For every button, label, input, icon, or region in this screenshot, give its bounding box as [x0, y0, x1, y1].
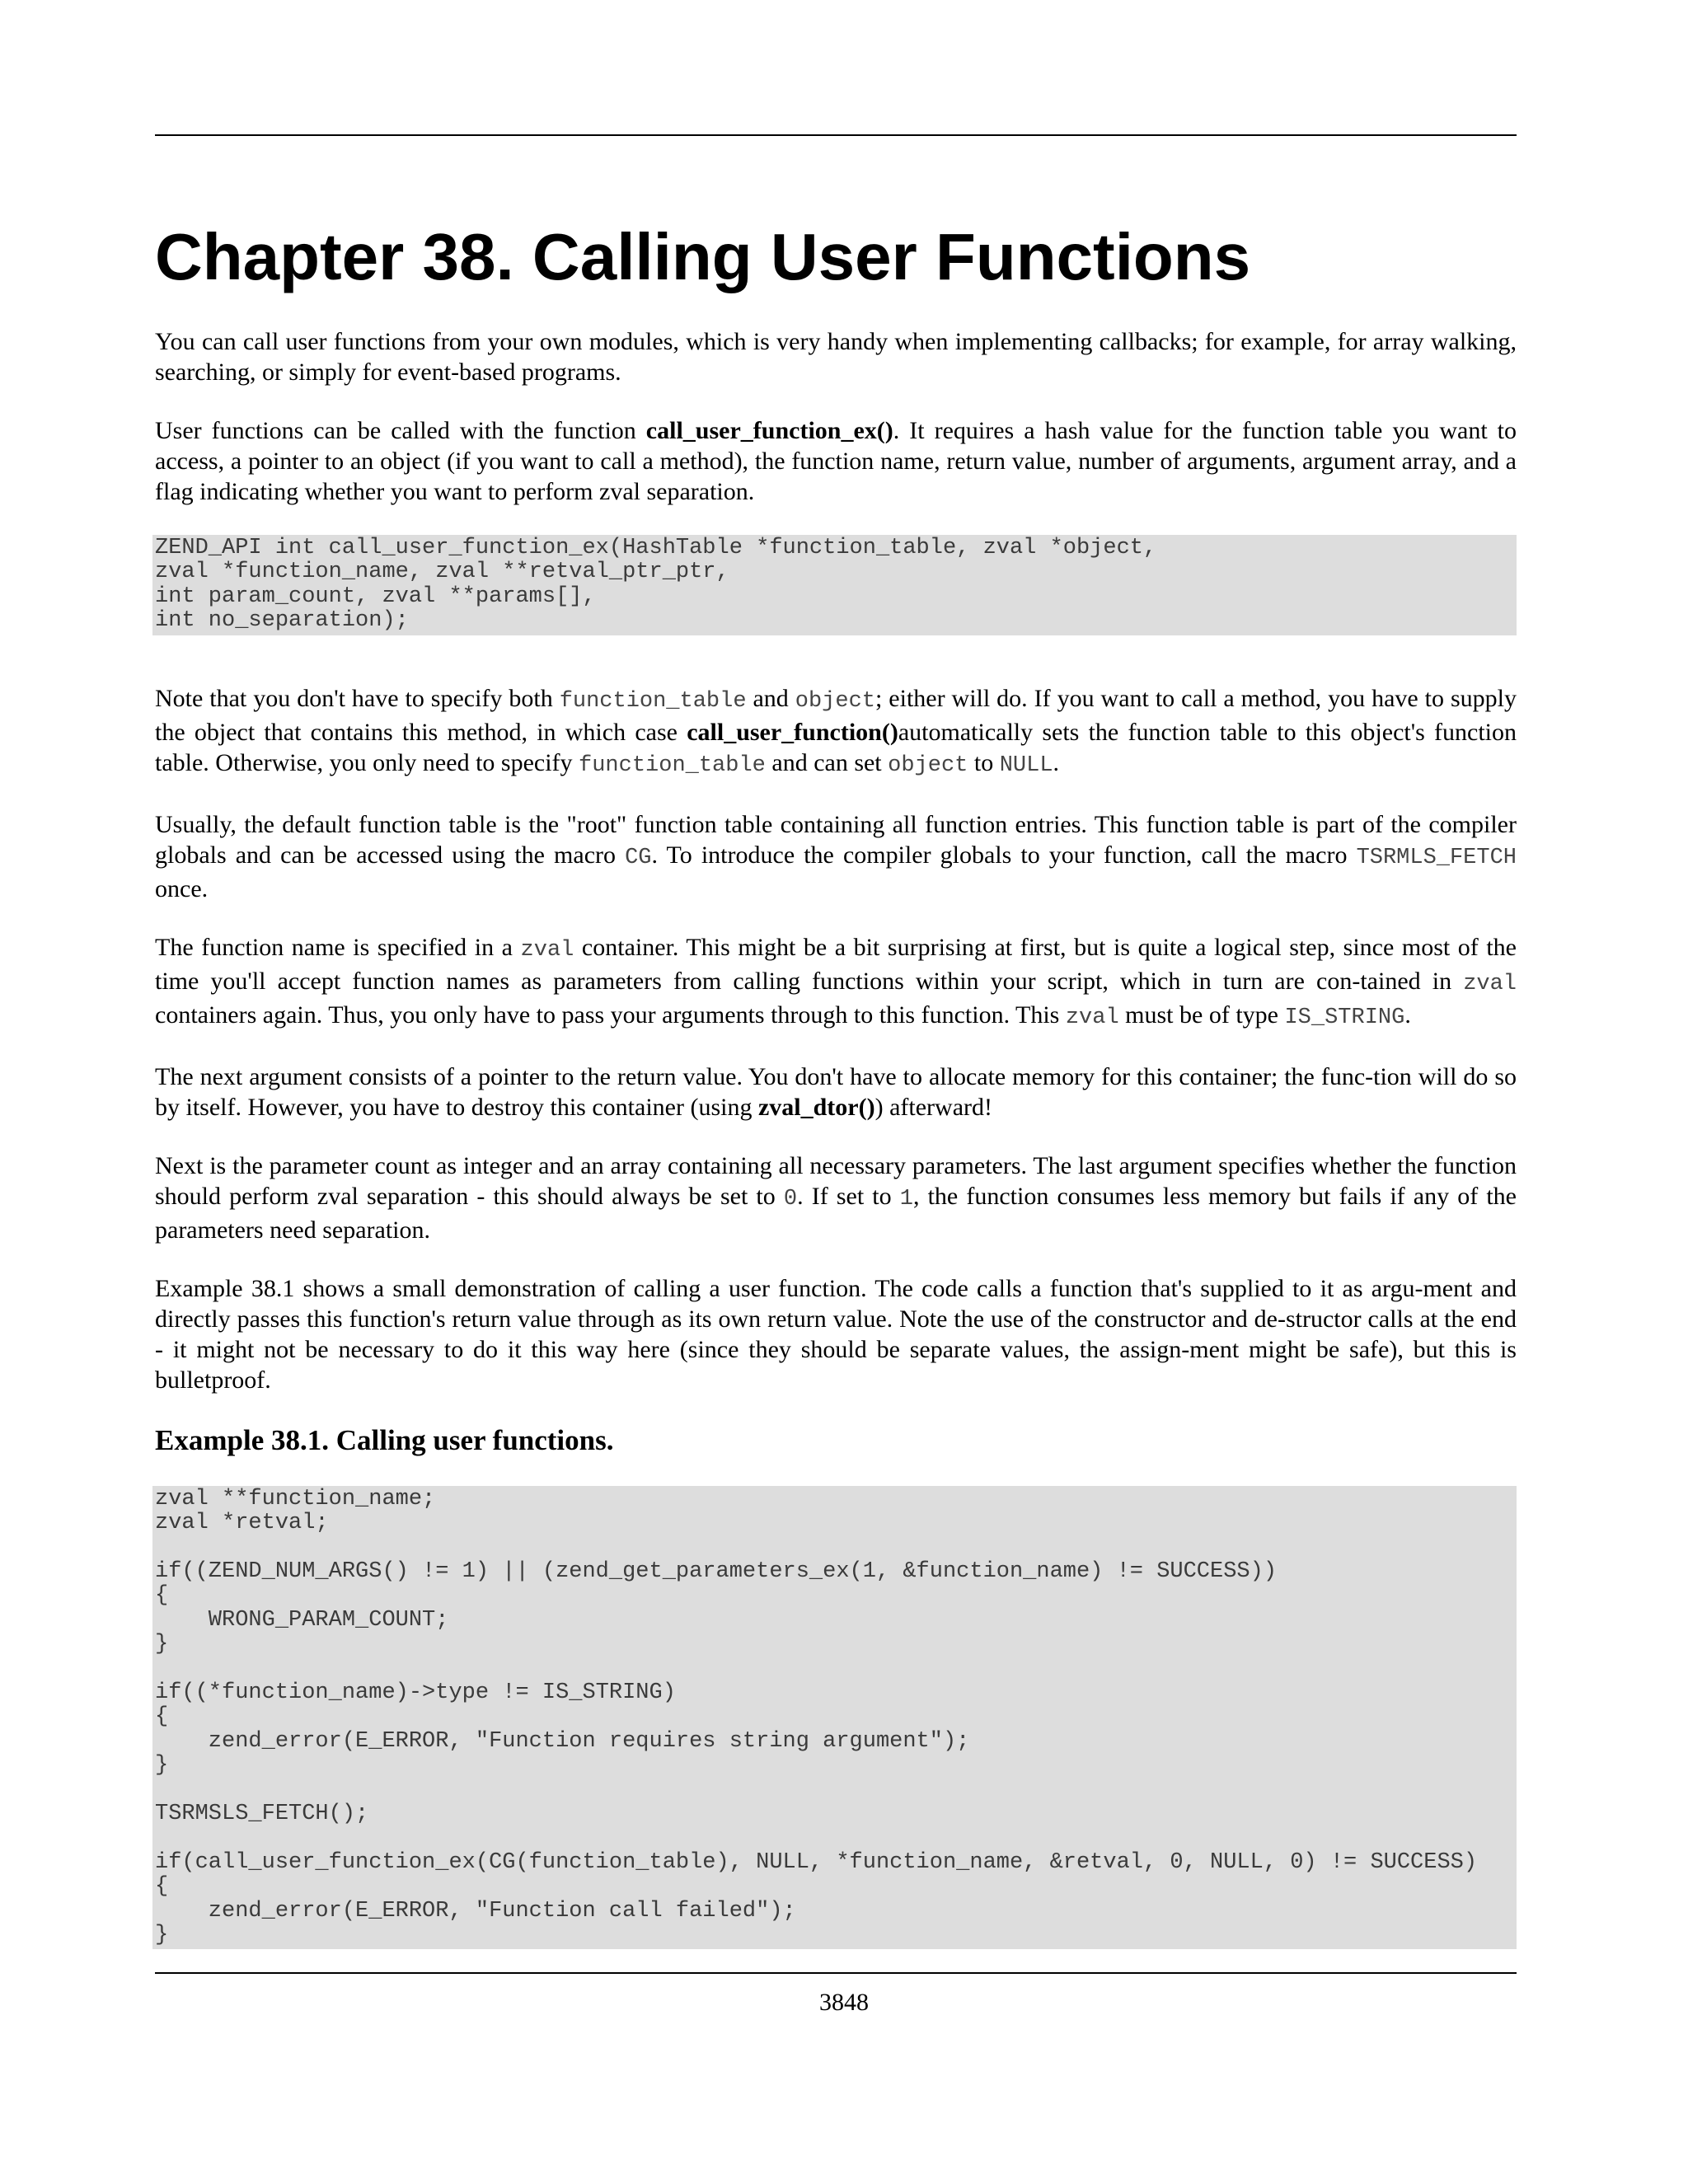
inline-code: IS_STRING	[1284, 1005, 1405, 1030]
function-name-bold: zval_dtor()	[757, 1093, 875, 1121]
example-title: Example 38.1. Calling user functions.	[155, 1423, 614, 1456]
function-name-bold: call_user_function_ex()	[645, 417, 893, 444]
page-body	[155, 216, 1517, 1949]
paragraph-root-table: Usually, the default function table is the "root" function table containing all function entries. This function table is part of the compiler globals and can be accessed using the macro CG. To introduce the compiler globals to your function, call the macro TSRMLS_FETCH once.	[155, 810, 1517, 902]
paragraph-intro: You can call user functions from your own modules, which is very handy when implementing callbacks; for example, for array walking, searching, or simply for event-based programs.	[155, 328, 1517, 386]
paragraph-call-function: User functions can be called with the function call_user_function_ex(). It requires a hash value for the function table you want to access, a pointer to an object (if you want to call a method), the function name, return value, number of arguments, argument array, and a flag indicating whether you want to perform zval separation.	[155, 417, 1517, 505]
page-number: 3848	[819, 1989, 869, 2016]
inline-code: zval	[1463, 971, 1517, 996]
inline-code: object	[795, 688, 875, 714]
paragraph-function-table: Note that you don't have to specify both function_table and object; either will do. If you want to call a method, you have to supply the object that contains this method, in which case call_user_function()automatically sets the function table to this object's function table. Otherwise, you only need to specify function_table and can set object to NULL.	[155, 684, 1517, 778]
top-rule	[155, 134, 1517, 136]
inline-code: object	[888, 752, 968, 778]
paragraph-return-value: The next argument consists of a pointer to the return value. You don't have to allocate memory for this container; the func-tion will do so by itself. However, you have to destroy this container (using zval_dtor()) afterward!	[155, 1062, 1517, 1121]
paragraph-parameter-count: Next is the parameter count as integer and an array containing all necessary parameters. The last argument specifies whether the function should perform zval separation - this should always be set to 0. If set to 1, the function consumes less memory but fails if any of the parameters need separation.	[155, 1151, 1517, 1244]
inline-code: zval	[520, 937, 574, 963]
inline-code: CG	[625, 845, 652, 870]
inline-code: function_table	[579, 752, 766, 778]
inline-code: zval	[1065, 1005, 1119, 1030]
example-code-block: zval **function_name; zval *retval; if((ZEND_NUM_ARGS() != 1) || (zend_get_parameters_ex(1, &function_name) != SUCCESS)) { WRONG_PARAM_COUNT; } if((*function_name)->type != IS_STRING) { zend_error(E_ERROR, "Function requires string argument"); } TSRMSLS_FETCH(); if(call_user_function_ex(CG(function_table), NULL, *function_name, &retval, 0, NULL, 0) != SUCCESS) { zend_error(E_ERROR, "Function call failed"); }	[152, 1486, 1517, 1950]
paragraph-function-name: The function name is specified in a zval container. This might be a bit surprising at first, but is quite a logical step, since most of the time you'll accept function names as parameters from calling functions within your script, which in turn are con-tained in zval containers again. Thus, you only have to pass your arguments through to this function. This zval must be of type IS_STRING.	[155, 933, 1517, 1030]
chapter-heading: Chapter 38. Calling User Functions	[155, 220, 1251, 293]
inline-code: NULL	[999, 752, 1053, 778]
prototype-code-block: ZEND_API int call_user_function_ex(HashTable *function_table, zval *object, zval *function_name, zval **retval_ptr_ptr, int param_count, zval **params[], int no_separation);	[152, 535, 1517, 635]
inline-code: 0	[783, 1186, 798, 1212]
function-name-bold: call_user_function()	[687, 718, 898, 746]
inline-code: function_table	[559, 688, 747, 714]
inline-code: 1	[899, 1186, 913, 1212]
inline-code: TSRMLS_FETCH	[1356, 845, 1517, 870]
paragraph-example-intro: Example 38.1 shows a small demonstration of calling a user function. The code calls a function that's supplied to it as argu-ment and directly passes this function's return value through as its own return value. Note the use of the constructor and de-structor calls at the end - it might not be necessary to do it this way here (since they should be separate values, the assign-ment might be safe), but this is bulletproof.	[155, 1274, 1517, 1394]
bottom-rule	[155, 1972, 1517, 1974]
